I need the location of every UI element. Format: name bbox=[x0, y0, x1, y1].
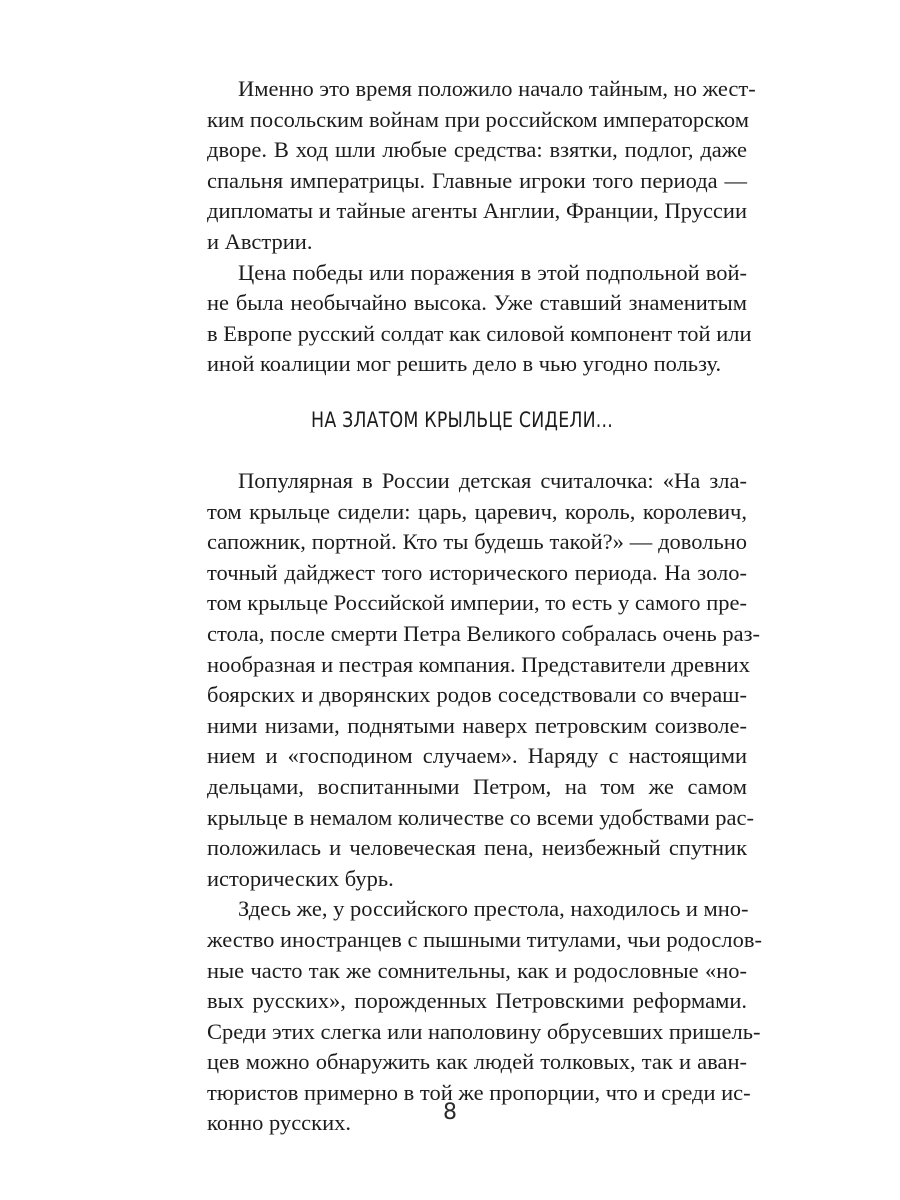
page-number: 8 bbox=[443, 1100, 457, 1125]
text-line: точный дайджест того исторического периода. На золо- bbox=[207, 559, 747, 585]
text-line: положилась и человеческая пена, неизбежный спутник bbox=[207, 835, 747, 861]
text-line: нообразная и пестрая компания. Представители древних bbox=[207, 651, 750, 677]
section-title: НА ЗЛАТОМ КРЫЛЬЦЕ СИДЕЛИ... bbox=[311, 408, 613, 432]
text-line: том крыльце Российской империи, то есть у самого пре- bbox=[207, 590, 747, 616]
text-line: дворе. В ход шли любые средства: взятки, подлог, даже bbox=[207, 137, 747, 163]
text-line: боярских и дворянских родов соседствовали со вчераш- bbox=[207, 682, 747, 708]
text-line: крыльце в немалом количестве со всеми удобствами рас- bbox=[207, 804, 754, 830]
text-line: и Австрии. bbox=[207, 228, 313, 254]
text-line: не была необычайно высока. Уже ставший знаменитым bbox=[207, 290, 747, 316]
text-line: Цена победы или поражения в этой подпольной вой- bbox=[238, 259, 747, 285]
paragraph bbox=[177, 466, 761, 894]
text-line: стола, после смерти Петра Великого собралась очень раз- bbox=[207, 620, 761, 646]
text-line: ними низами, поднятыми наверх петровским соизволе- bbox=[207, 712, 747, 738]
text-line: иной коалиции мог решить дело в чью угодно пользу. bbox=[207, 351, 722, 377]
text-line: Здесь же, у российского престола, находилось и мно- bbox=[238, 896, 749, 922]
text-line: жество иностранцев с пышными титулами, чьи родослов- bbox=[207, 926, 763, 952]
text-line: цев можно обнаружить как людей толковых, так и аван- bbox=[207, 1049, 747, 1075]
text-line: дельцами, воспитанными Петром, на том же самом bbox=[207, 773, 747, 799]
text-line: спальня императрицы. Главные игроки того периода — bbox=[207, 167, 747, 193]
text-line: исторических бурь. bbox=[207, 865, 394, 891]
text-line: дипломаты и тайные агенты Англии, Франции, Пруссии bbox=[207, 198, 747, 224]
paragraph bbox=[177, 258, 752, 380]
text-line: в Европе русский солдат как силовой компонент той или bbox=[207, 320, 752, 346]
paragraph bbox=[177, 74, 756, 258]
text-line: Именно это время положило начало тайным, но жест- bbox=[238, 76, 756, 101]
text-line: том крыльце сидели: царь, царевич, король, королевич, bbox=[207, 498, 747, 524]
section-text-block bbox=[177, 466, 763, 1139]
text-line: Популярная в России детская считалочка: «На зла- bbox=[238, 468, 747, 493]
intro-text-block bbox=[177, 74, 756, 380]
text-line: Среди этих слегка или наполовину обрусевших пришель- bbox=[207, 1018, 761, 1044]
text-line: конно русских. bbox=[207, 1110, 352, 1136]
text-line: сапожник, портной. Кто ты будешь такой?» — довольно bbox=[207, 529, 747, 555]
text-line: нием и «господином случаем». Наряду с настоящими bbox=[207, 743, 747, 769]
text-line: ные часто так же сомнительны, как и родословные «но- bbox=[207, 957, 747, 983]
text-line: ким посольским войнам при российском императорском bbox=[207, 106, 749, 132]
text-line: тюристов примерно в той же пропорции, что и среди ис- bbox=[207, 1079, 751, 1105]
text-line: вых русских», порожденных Петровскими реформами. bbox=[207, 988, 747, 1014]
